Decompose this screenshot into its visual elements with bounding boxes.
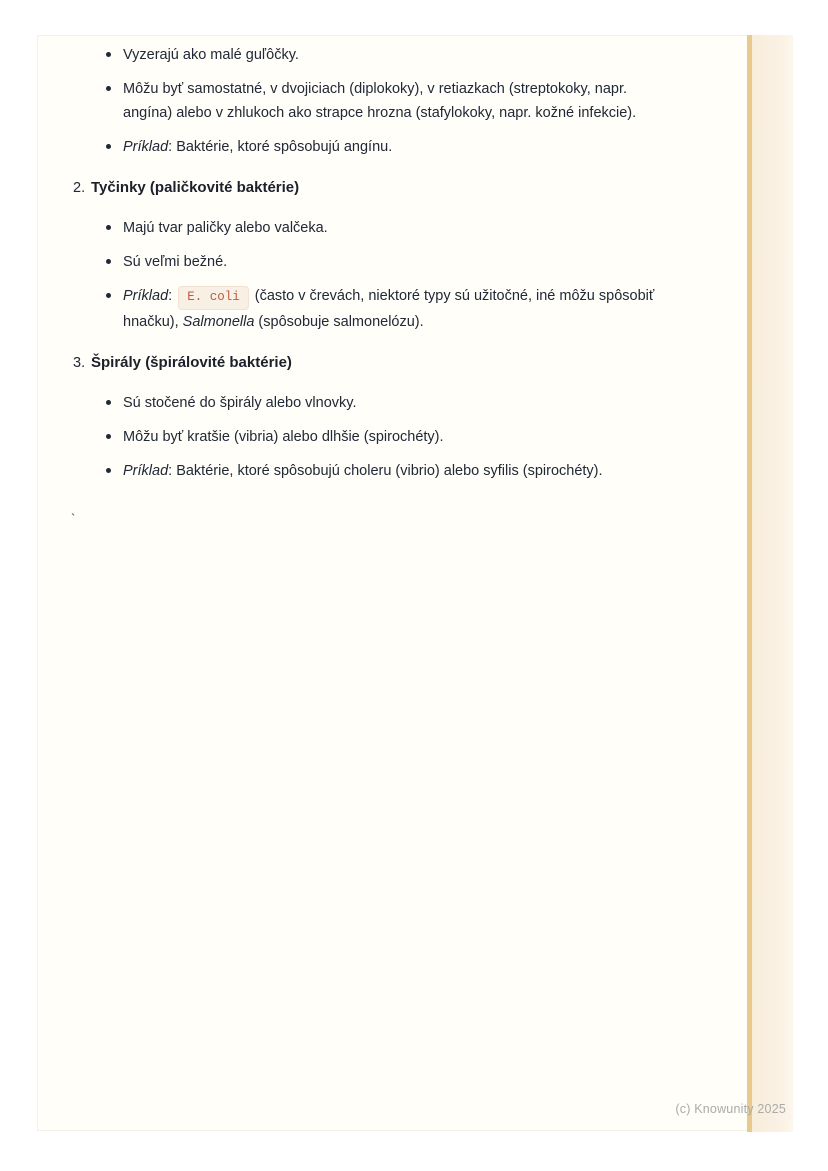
section-2-bullet-list [73,216,655,334]
text-run: : Baktérie, ktoré spôsobujú angínu. [168,139,393,155]
numbered-heading-2 [73,176,655,200]
list-item [73,135,655,159]
list-item [73,77,655,125]
bullet-icon [106,293,111,298]
text-run: (spôsobuje salmonelózu). [254,314,424,330]
numbered-heading-3 [73,351,655,375]
stray-character: ` [71,511,76,526]
list-item [73,284,655,334]
text-run: Príklad [123,288,169,304]
text-run: Príklad [123,139,169,155]
list-item [73,391,655,415]
document-content [73,43,655,531]
list-item [73,459,655,483]
bullet-icon [106,52,111,57]
bullet-icon [106,468,111,473]
text-run: Majú tvar paličky alebo valčeka. [123,220,328,236]
copyright-watermark: (c) Knowunity 2025 [675,1102,786,1116]
text-run: Sú veľmi bežné. [123,254,228,270]
intro-bullet-list [73,43,655,159]
code-chip: E. coli [178,286,249,310]
text-run: Sú stočené do špirály alebo vlnovky. [123,395,357,411]
bullet-icon [106,86,111,91]
list-item [73,250,655,274]
bullet-icon [106,400,111,405]
list-number: 3. [73,355,86,371]
bullet-icon [106,144,111,149]
list-item [73,43,655,67]
bullet-icon [106,225,111,230]
text-run: Môžu byť kratšie (vibria) alebo dlhšie (spirochéty). [123,429,444,445]
section-3-bullet-list [73,391,655,483]
text-run: : Baktérie, ktoré spôsobujú choleru (vibrio) alebo syfilis (spirochéty). [168,463,603,479]
text-run: Salmonella [182,314,255,330]
page-edge-stripe [747,35,793,1132]
text-run: (často v črevách, niektoré typy sú užitočné, iné môžu spôsobiť hnačku), [123,288,655,330]
document-page [37,35,793,1131]
list-number: 2. [73,180,86,196]
text-run: Vyzerajú ako malé guľôčky. [123,47,299,63]
section-title: Tyčinky (paličkovité baktérie) [91,179,300,196]
text-run: Môžu byť samostatné, v dvojiciach (diplokoky), v retiazkach (streptokoky, napr. angína) alebo v zhlukoch ako strapce hrozna (stafylokoky, napr. kožné infekcie). [123,81,637,121]
text-run: Príklad [123,463,169,479]
list-item [73,425,655,449]
section-title: Špirály (špirálovité baktérie) [91,354,292,371]
text-run: : [168,288,177,304]
bullet-icon [106,259,111,264]
list-item [73,216,655,240]
bullet-icon [106,434,111,439]
